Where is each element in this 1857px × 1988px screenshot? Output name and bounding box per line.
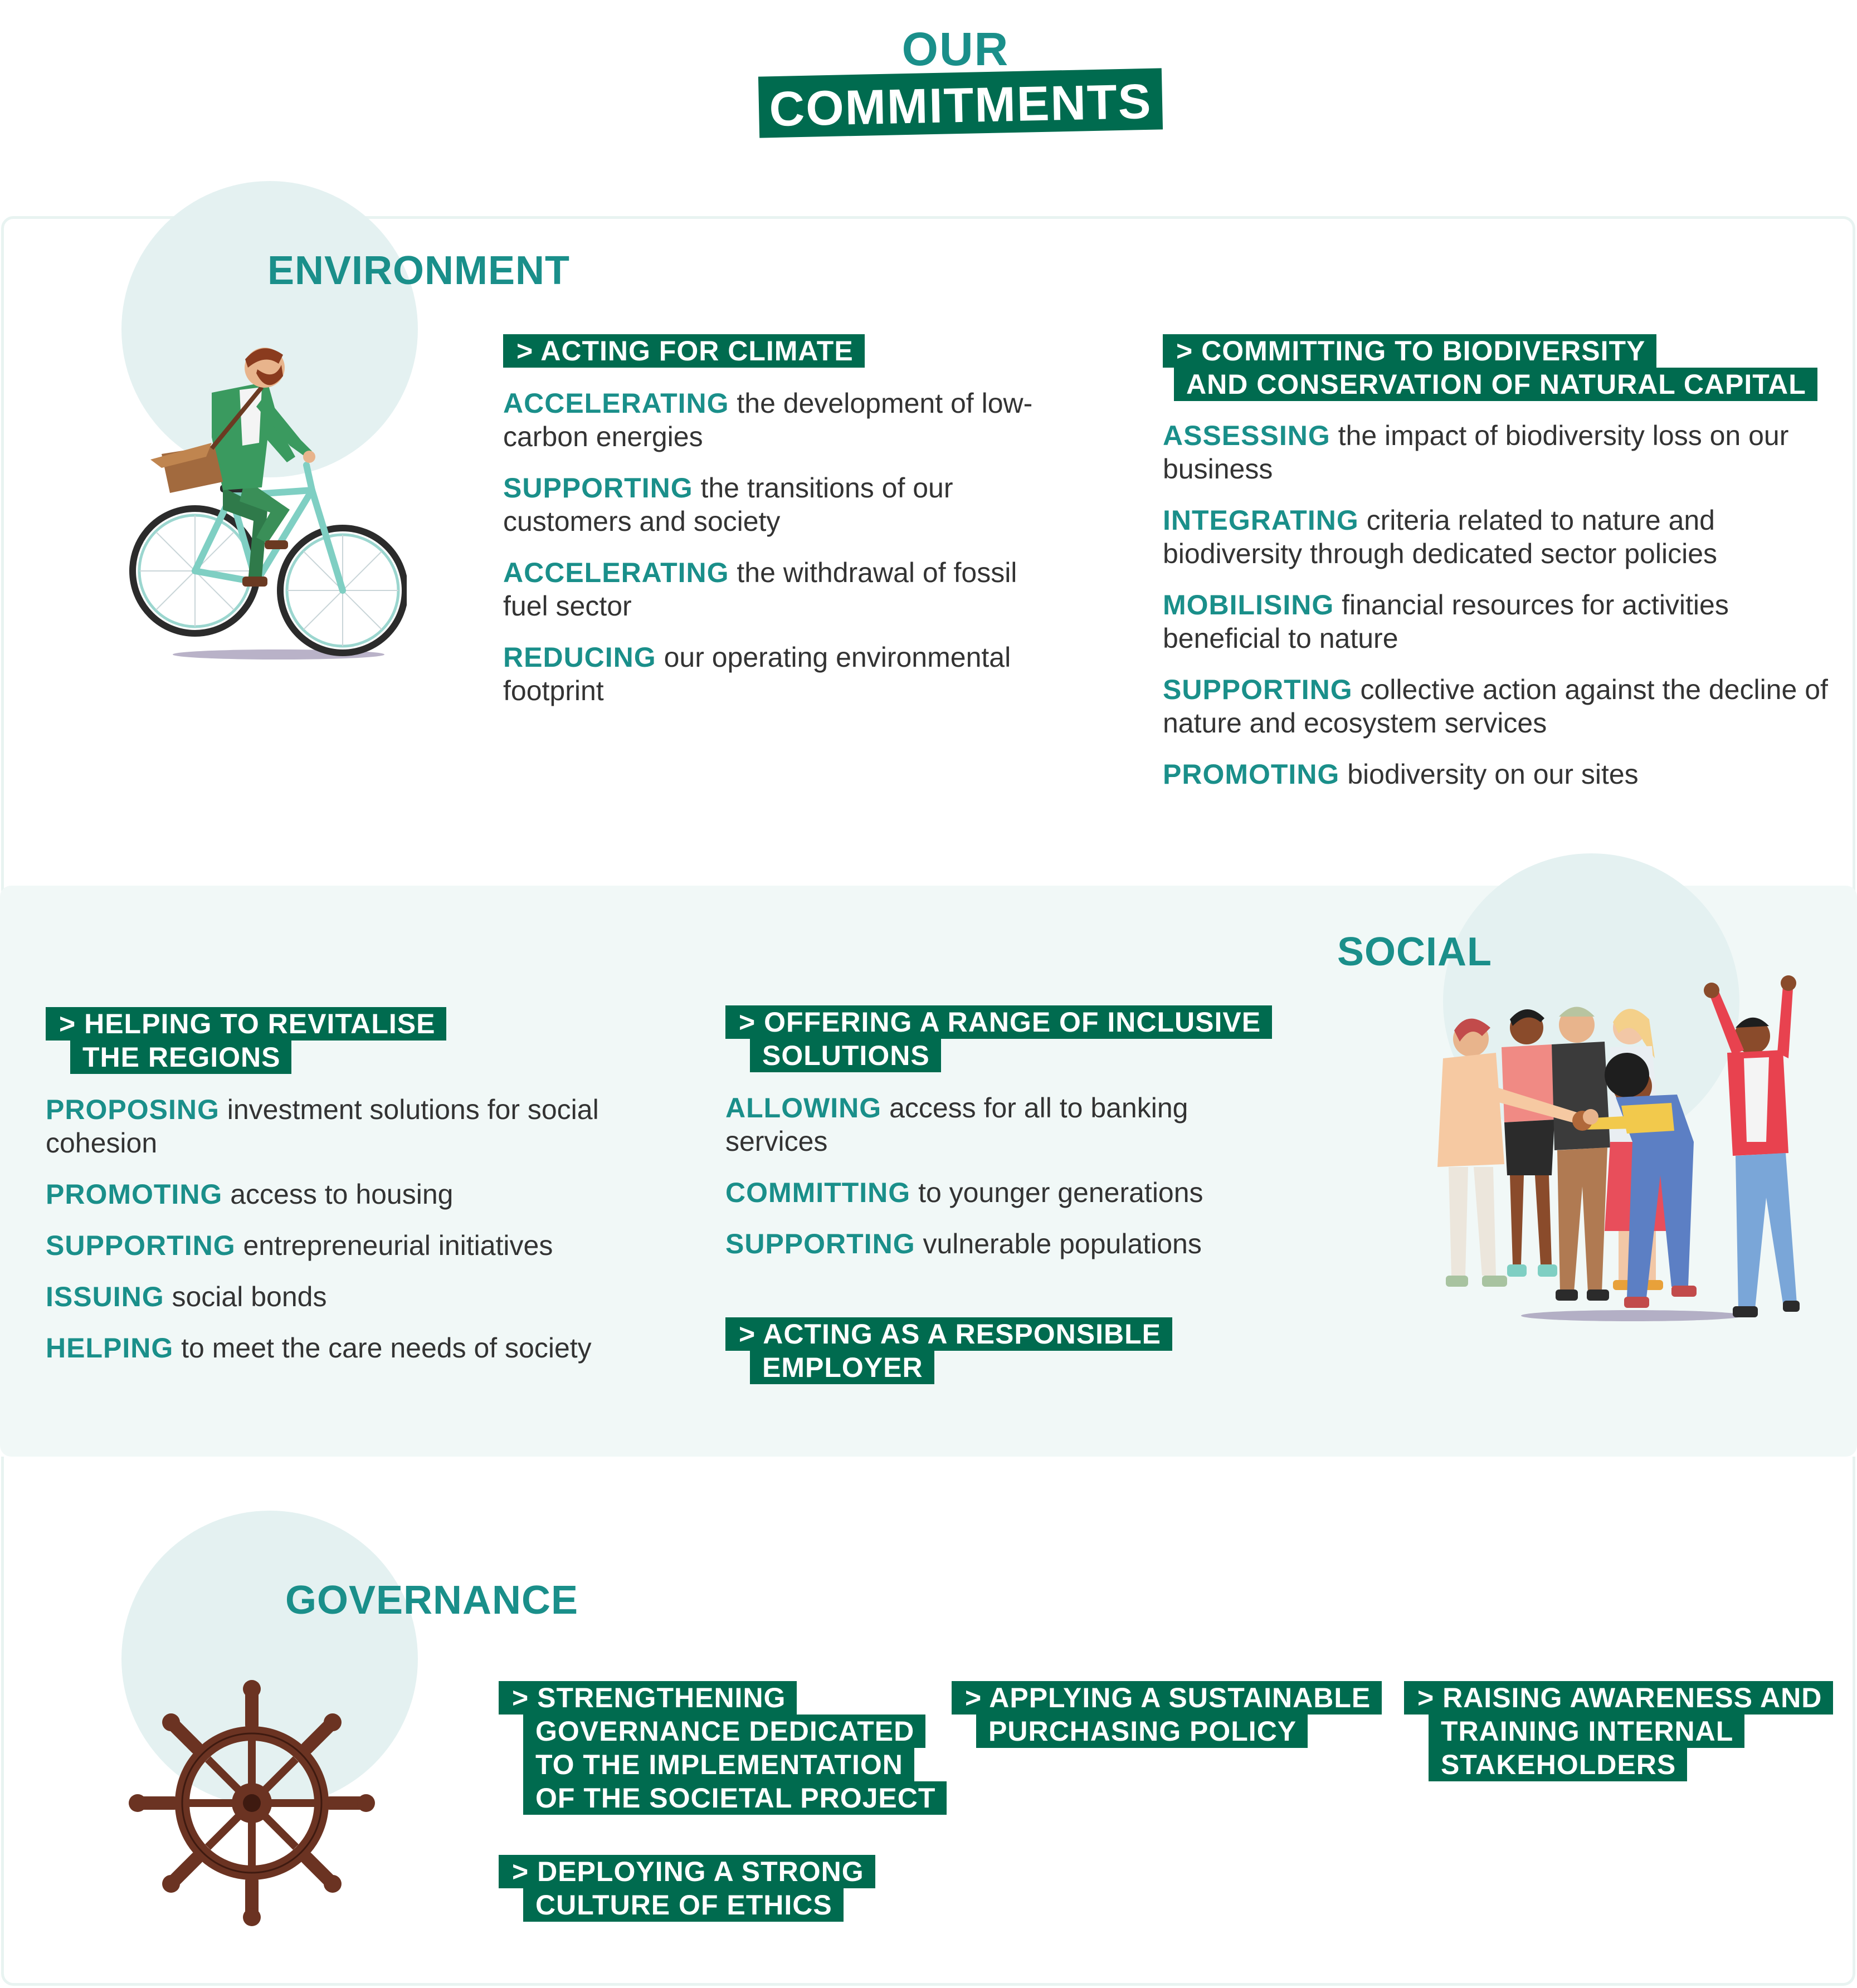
- item-keyword: ACCELERATING: [503, 388, 729, 419]
- label-line: > ACTING AS A RESPONSIBLE: [725, 1317, 1172, 1351]
- awareness-label: [1404, 1681, 1833, 1781]
- label-line: AND CONSERVATION OF NATURAL CAPITAL: [1174, 368, 1817, 401]
- label-line: SOLUTIONS: [750, 1039, 941, 1072]
- item-text: collective action against the decline of nature and ecosystem services: [1163, 674, 1828, 739]
- label-line: TRAINING INTERNAL: [1429, 1715, 1744, 1748]
- item-text: biodiversity on our sites: [1339, 759, 1639, 790]
- label-line: STAKEHOLDERS: [1429, 1748, 1687, 1781]
- item-text: the transitions of our customers and society: [503, 472, 953, 537]
- inclusive-items: [725, 1091, 1283, 1278]
- item-keyword: ASSESSING: [1163, 420, 1330, 451]
- item-text: vulnerable populations: [915, 1228, 1202, 1259]
- item-text: the impact of biodiversity loss on our business: [1163, 420, 1789, 485]
- social-heading: SOCIAL: [1337, 930, 1493, 974]
- list-item: [503, 387, 1060, 453]
- list-item: [503, 471, 1060, 538]
- governance-heading: GOVERNANCE: [285, 1578, 579, 1623]
- list-item: [725, 1176, 1283, 1209]
- climate-block: [503, 334, 1060, 725]
- item-keyword: REDUCING: [503, 642, 656, 673]
- climate-items: [503, 387, 1060, 725]
- regions-block: [46, 1007, 703, 1383]
- list-item: [725, 1091, 1283, 1158]
- item-keyword: COMMITTING: [725, 1177, 911, 1208]
- item-keyword: SUPPORTING: [1163, 674, 1353, 705]
- item-keyword: HELPING: [46, 1332, 174, 1364]
- regions-label: [46, 1007, 703, 1074]
- item-text: access for all to banking services: [725, 1092, 1188, 1157]
- cyclist-illustration: [128, 343, 407, 666]
- item-keyword: INTEGRATING: [1163, 505, 1359, 536]
- item-text: social bonds: [164, 1281, 327, 1312]
- label-line: THE REGIONS: [70, 1041, 291, 1074]
- strengthening-label: [499, 1681, 947, 1815]
- list-item: [1163, 673, 1831, 740]
- list-item: [1163, 419, 1831, 486]
- item-text: investment solutions for social cohesion: [46, 1094, 599, 1159]
- biodiversity-block: [1163, 334, 1831, 809]
- title-our: OUR: [901, 23, 1010, 75]
- list-item: [1163, 758, 1831, 791]
- ethics-block: [499, 1855, 875, 1922]
- item-keyword: PROPOSING: [46, 1094, 220, 1125]
- title-commitments: COMMITMENTS: [768, 73, 1153, 137]
- list-item: [46, 1229, 703, 1262]
- employer-label: [725, 1317, 1172, 1384]
- list-item: [46, 1093, 703, 1160]
- item-text: our operating environmental footprint: [503, 642, 1011, 706]
- label-line: EMPLOYER: [750, 1351, 934, 1384]
- regions-items: [46, 1093, 703, 1383]
- item-text: criteria related to nature and biodiversity through dedicated sector policies: [1163, 505, 1717, 569]
- item-keyword: PROMOTING: [46, 1179, 223, 1210]
- list-item: [725, 1227, 1283, 1261]
- ship-wheel-illustration: [124, 1678, 380, 1928]
- item-keyword: SUPPORTING: [725, 1228, 915, 1259]
- climate-label: [503, 334, 1060, 368]
- item-text: to meet the care needs of society: [173, 1332, 592, 1364]
- label-line: TO THE IMPLEMENTATION: [523, 1748, 914, 1781]
- label-line: GOVERNANCE DEDICATED: [523, 1715, 925, 1748]
- list-item: [1163, 504, 1831, 570]
- biodiversity-items: [1163, 419, 1831, 809]
- item-keyword: MOBILISING: [1163, 589, 1334, 621]
- ethics-label: [499, 1855, 875, 1922]
- label-line: > HELPING TO REVITALISE: [46, 1007, 446, 1041]
- label-line: > ACTING FOR CLIMATE: [503, 334, 865, 368]
- item-text: the development of low-carbon energies: [503, 388, 1033, 452]
- list-item: [46, 1331, 703, 1365]
- item-text: financial resources for activities beneficial to nature: [1163, 589, 1729, 654]
- item-text: to younger generations: [910, 1177, 1203, 1208]
- item-keyword: SUPPORTING: [46, 1230, 236, 1261]
- inclusive-label: [725, 1005, 1283, 1072]
- item-keyword: ALLOWING: [725, 1092, 882, 1124]
- label-line: > RAISING AWARENESS AND: [1404, 1681, 1833, 1715]
- purchasing-label: [952, 1681, 1382, 1748]
- list-item: [1163, 588, 1831, 655]
- purchasing-block: [952, 1681, 1382, 1748]
- item-keyword: ISSUING: [46, 1281, 164, 1312]
- label-line: > APPLYING A SUSTAINABLE: [952, 1681, 1382, 1715]
- item-keyword: PROMOTING: [1163, 759, 1340, 790]
- label-line: > COMMITTING TO BIODIVERSITY: [1163, 334, 1656, 368]
- strengthening-block: [499, 1681, 947, 1815]
- item-text: the withdrawal of fossil fuel sector: [503, 557, 1017, 622]
- item-text: entrepreneurial initiatives: [235, 1230, 553, 1261]
- list-item: [503, 556, 1060, 623]
- list-item: [46, 1280, 703, 1313]
- label-line: > STRENGTHENING: [499, 1681, 797, 1715]
- biodiversity-label: [1163, 334, 1831, 401]
- inclusive-block: [725, 1005, 1283, 1278]
- environment-heading: ENVIRONMENT: [267, 248, 571, 293]
- employer-block: [725, 1317, 1172, 1384]
- label-line: > OFFERING A RANGE OF INCLUSIVE: [725, 1005, 1272, 1039]
- label-line: CULTURE OF ETHICS: [523, 1888, 844, 1922]
- item-keyword: ACCELERATING: [503, 557, 729, 588]
- item-text: access to housing: [222, 1179, 454, 1210]
- label-line: PURCHASING POLICY: [976, 1715, 1308, 1748]
- label-line: OF THE SOCIETAL PROJECT: [523, 1781, 947, 1815]
- awareness-block: [1404, 1681, 1833, 1781]
- group-of-people-illustration: [1398, 975, 1822, 1326]
- list-item: [46, 1178, 703, 1211]
- list-item: [503, 641, 1060, 707]
- item-keyword: SUPPORTING: [503, 472, 693, 504]
- label-line: > DEPLOYING A STRONG: [499, 1855, 875, 1888]
